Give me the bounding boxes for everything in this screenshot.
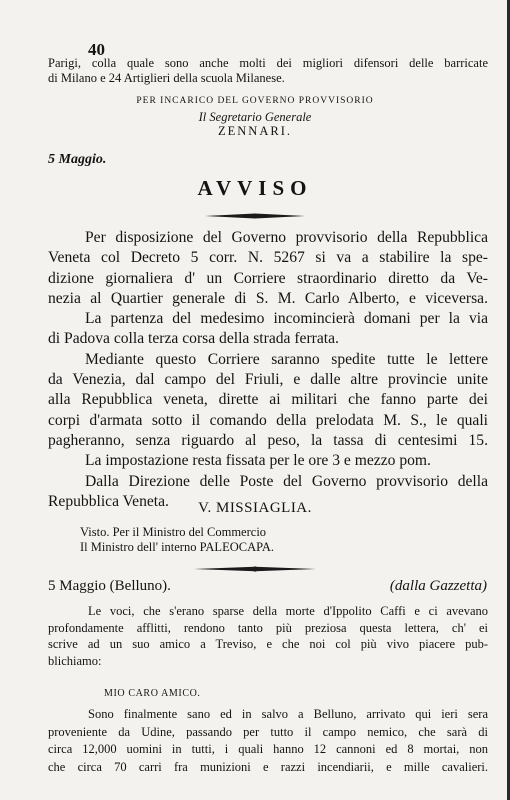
credit-line: PER INCARICO DEL GOVERNO PROVVISORIO xyxy=(136,96,374,106)
text-line-carlo-alberto xyxy=(48,289,488,309)
signer-name: V. MISSIAGLIA. xyxy=(198,500,312,516)
text-line: Dalla Direzione delle Poste del Governo provvisorio della xyxy=(85,472,488,490)
text-line: pagheranno, senza riguardo al peso, la tassa di centesimi 15. xyxy=(48,431,488,449)
text-line: dizione giornaliera d' un Corriere straordinario diretto da Ve- xyxy=(48,269,488,287)
text-line: Parigi, colla quale sono anche molti dei migliori difensori delle barricate xyxy=(48,56,488,70)
intro-paragraph xyxy=(48,56,488,86)
text-line: profondamente afflitti, rendono tanto più preziosa questa lettera, ch' ei xyxy=(48,620,488,635)
text-line: da Venezia, dal campo del Friuli, e dalle altre provincie unite xyxy=(48,371,488,389)
text-line: La partenza del medesimo incomincierà domani per la via xyxy=(85,310,488,328)
text-line: Per disposizione del Governo provvisorio della Repubblica xyxy=(85,229,488,246)
text-fragment: nezia al Quartier generale di S. M. Carlo Alberto, e viceversa. xyxy=(48,289,488,307)
text-line: Le voci, che s'erano sparse della morte d'Ippolito Caffi e ci avevano xyxy=(88,604,488,618)
text-line: circa 12,000 uomini in tutti, i quali hanno 12 cannoni ed 8 mortai, non xyxy=(48,742,488,756)
letter-date: 5 Maggio (Belluno). xyxy=(48,578,171,594)
avviso-title: AVVISO xyxy=(197,176,313,200)
text-line: corpi d'armata sotto il comando della prelodata M. S., le quali xyxy=(48,411,488,429)
text-line: Sono finalmente sano ed in salvo a Belluno, arrivato qui ieri sera xyxy=(88,707,488,721)
visto-line: Il Ministro dell' interno PALEOCAPA. xyxy=(80,540,275,554)
text-line: di Milano e 24 Artiglieri della scuola Milanese. xyxy=(48,71,285,85)
avviso-body xyxy=(48,228,488,512)
text-line: proveniente da Udine, passando per tutto il campo nemico, che sarà di xyxy=(48,724,488,739)
ornamental-rule xyxy=(194,566,316,572)
text-line: Repubblica Veneta. xyxy=(48,492,169,510)
credit-name: ZENNARI. xyxy=(218,124,292,138)
text-line: di Padova colla terza corsa della strada ferrata. xyxy=(48,330,339,348)
text-line: La impostazione resta fissata per le ore 3 e mezzo pom. xyxy=(85,452,431,470)
salutation: MIO CARO AMICO. xyxy=(104,688,201,699)
letter-body xyxy=(48,706,488,776)
avviso-date: 5 Maggio. xyxy=(48,152,107,167)
text-line: che circa 70 carri fra munizioni e razzi incendiarii, e mille cavalieri. xyxy=(48,759,488,774)
page-number: 40 xyxy=(88,40,105,59)
visto-line: Visto. Per il Ministro del Commercio xyxy=(80,525,267,539)
text-line: blichiamo: xyxy=(48,653,102,668)
letter-source: (dalla Gazzetta) xyxy=(389,578,487,594)
text-line: Veneta col Decreto 5 corr. N. 5267 si va a stabilire la spe- xyxy=(48,249,488,267)
text-line: scrive ad un suo amico a Treviso, e che noi col più vivo piacere pub- xyxy=(48,637,488,652)
visto-block xyxy=(80,525,274,555)
letter-intro xyxy=(48,603,488,669)
text-line: alla Repubblica veneta, dirette ai militari che fanno parte dei xyxy=(48,391,488,409)
credit-role: Il Segretario Generale xyxy=(198,110,312,124)
text-line: Mediante questo Corriere saranno spedite tutte le lettere xyxy=(85,350,488,368)
ornamental-rule xyxy=(205,213,305,219)
